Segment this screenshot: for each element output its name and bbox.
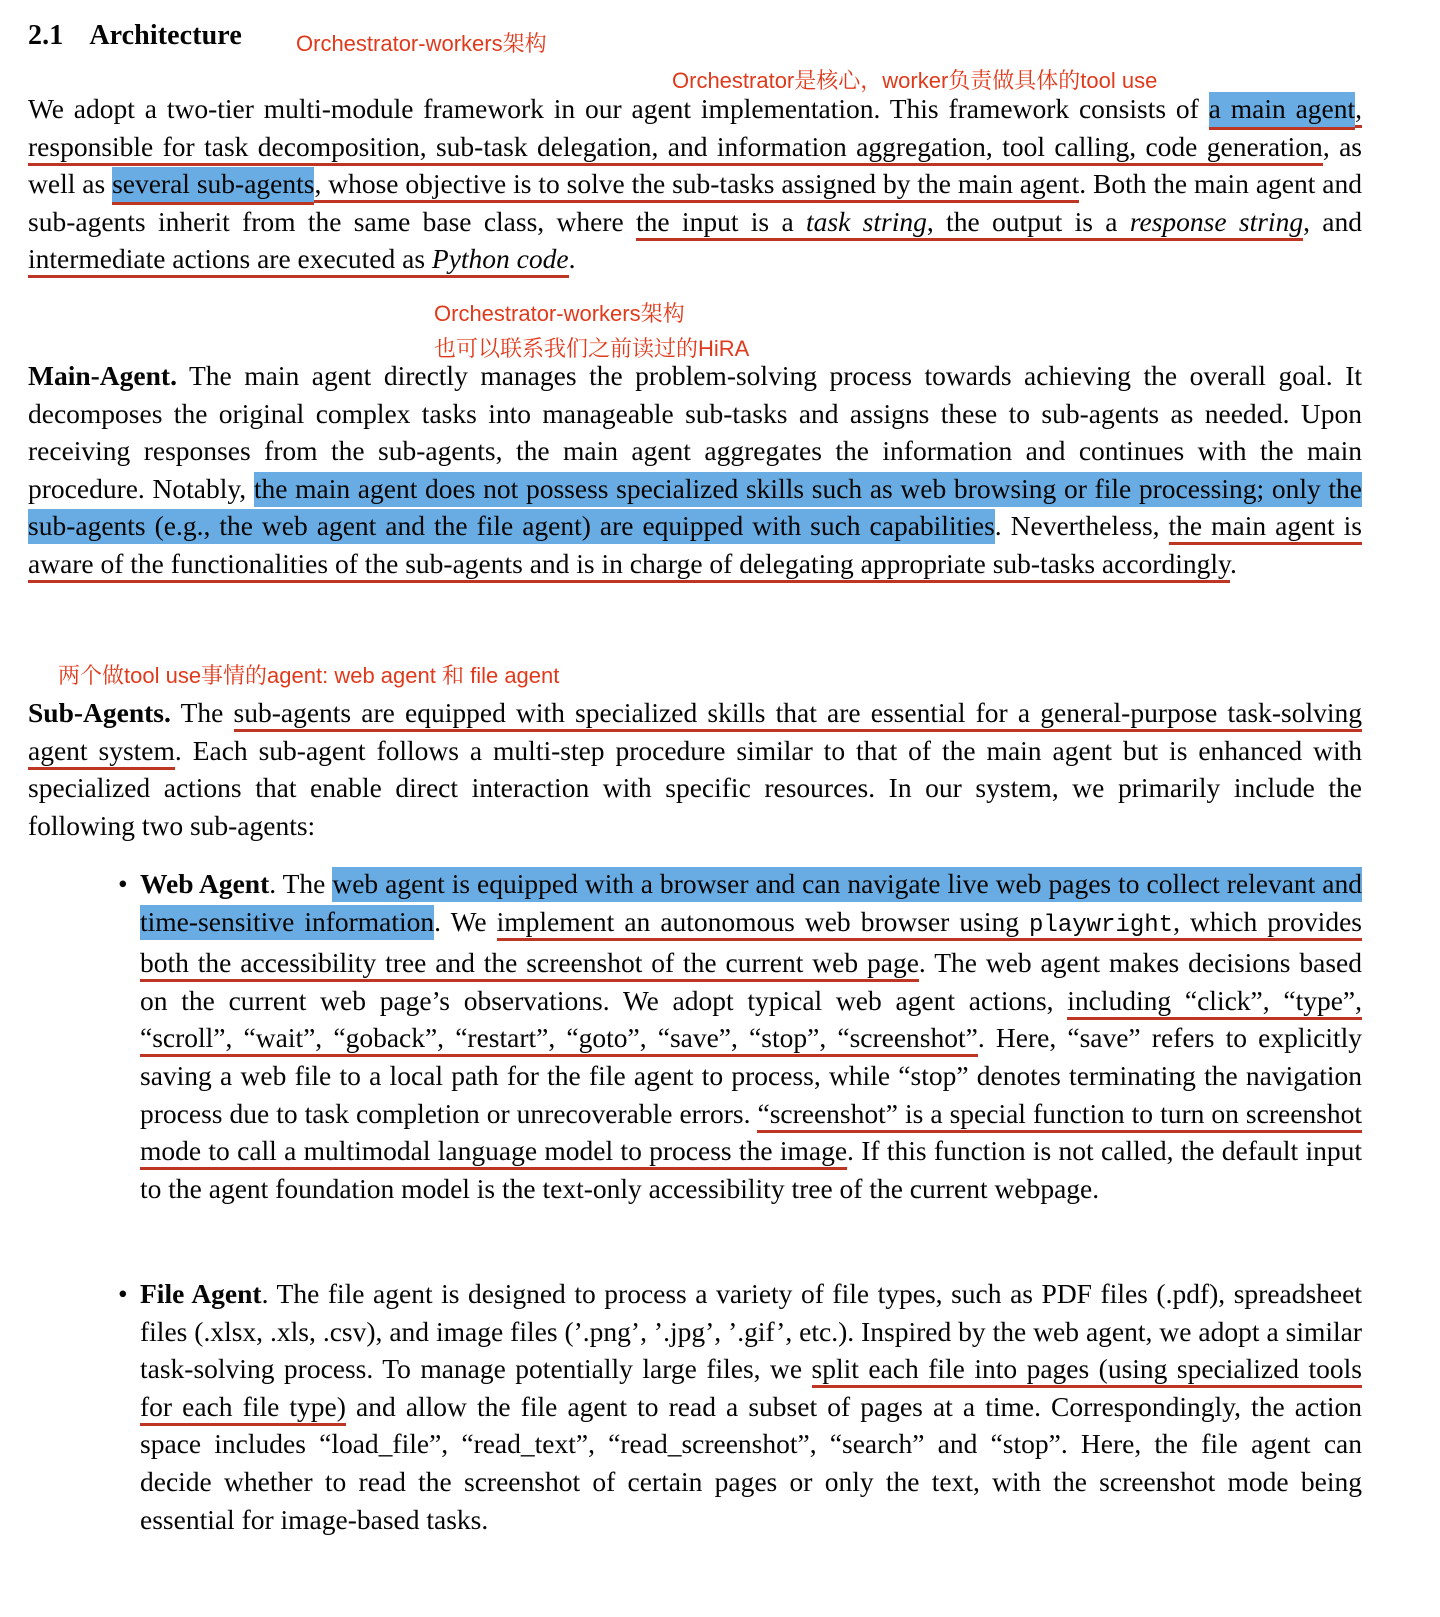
web-agent-label: Web Agent bbox=[140, 868, 270, 899]
file-agent-label: File Agent bbox=[140, 1278, 262, 1309]
underline-sub-agents-specialized: sub-agents are equipped with specialized skills that are essential for a general-purpose task-solving agent system bbox=[28, 697, 1362, 770]
file-agent-text-2: and allow the file agent to read a subset of pages at a time. Correspondingly, the action space includes “load_file”, “read_text”, “read_screenshot”, “search” and “stop”. Here, the file agent can decide whether to read the screenshot of certain pages or only the text, with the screenshot mode being essential for image-based tasks. bbox=[140, 1390, 1362, 1535]
underline-screenshot-function: “screenshot” is a special function to turn on screenshot mode to call a multimodal language model to process the image bbox=[140, 1098, 1362, 1171]
highlight-several-sub-agents: several sub-agents bbox=[112, 167, 314, 205]
underline-input-task-string bbox=[636, 206, 1303, 241]
code-playwright: playwright bbox=[1029, 911, 1174, 939]
main-agent-text-3: . bbox=[1229, 547, 1237, 579]
paragraph-main-agent bbox=[28, 357, 1362, 583]
section-number: 2.1 bbox=[28, 20, 64, 51]
underline-responsible-for: , responsible for task decomposition, sub-task delegation, and information aggregation, tool calling, code generation bbox=[28, 93, 1362, 166]
underline-split-file-pages: split each file into pages (using specialized tools for each file type) bbox=[140, 1353, 1362, 1426]
annotation-orchestrator-workers-top: Orchestrator-workers架构 bbox=[296, 31, 547, 56]
underline-web-agent-actions: including “click”, “type”, “scroll”, “wait”, “goback”, “restart”, “goto”, “save”, “stop”, “screenshot” bbox=[140, 985, 1362, 1058]
annotation-two-tool-use-agents: 两个做tool use事情的agent: web agent 和 file agent bbox=[58, 663, 560, 688]
main-agent-label: Main-Agent. bbox=[28, 360, 177, 391]
bullet-icon: • bbox=[118, 868, 128, 899]
highlight-main-agent-no-skills: the main agent does not possess specialized skills such as web browsing or file processing; only the sub-agents (e.g., the web agent and the file agent) are equipped with such capabilities bbox=[28, 472, 1362, 545]
bullet-icon: • bbox=[118, 1278, 128, 1309]
highlight-a-main-agent: a main agent bbox=[1209, 92, 1355, 130]
section-title: Architecture bbox=[89, 20, 242, 51]
intro-text-3: . Both the main agent and sub-agents inherit from the same base class, where bbox=[28, 168, 1362, 237]
italic-python-code: Python code bbox=[431, 243, 569, 275]
list-item-web-agent bbox=[118, 865, 1362, 1207]
web-agent-text-4: . Here, “save” refers to explicitly saving a web file to a local path for the file agent to process, while “stop” denotes terminating the navigation process due to task completion or unrecoverable errors. bbox=[140, 1022, 1362, 1129]
highlight-web-agent-browser: web agent is equipped with a browser and can navigate live web pages to collect relevant and time-sensitive information bbox=[140, 867, 1362, 940]
web-agent-text-5: . If this function is not called, the default input to the agent foundation model is the text-only accessibility tree of the current webpage. bbox=[140, 1135, 1362, 1204]
underline-implement-prefix: implement an autonomous web browser using bbox=[496, 905, 1030, 937]
web-agent-text-1: . The bbox=[269, 868, 333, 899]
annotation-orchestrator-core: Orchestrator是核心，worker负责做具体的tool use bbox=[672, 68, 1158, 93]
underline-output-prefix: , the output is a bbox=[926, 205, 1130, 237]
sub-agents-text-1: The bbox=[170, 697, 234, 728]
annotation-orchestrator-workers-mid: Orchestrator-workers架构 bbox=[434, 301, 685, 326]
intro-text-4: , and bbox=[1303, 205, 1362, 237]
italic-response-string: response string bbox=[1129, 205, 1304, 237]
intro-text-5: . bbox=[568, 243, 576, 275]
underline-intermediate-prefix: intermediate actions are executed as bbox=[28, 243, 432, 275]
paragraph-sub-agents bbox=[28, 694, 1362, 844]
italic-task-string: task string bbox=[806, 205, 927, 237]
main-agent-text-1: The main agent directly manages the problem-solving process towards achieving the overall goal. It decomposes the original complex tasks into manageable sub-tasks and assigns these to sub-agents as needed. Upon receiving responses from the sub-agents, the main agent aggregates the information and continues with the main procedure. Notably, bbox=[28, 360, 1362, 504]
page-title bbox=[28, 20, 242, 52]
list-item-file-agent bbox=[118, 1275, 1362, 1538]
annotation-hira-reference: 也可以联系我们之前读过的HiRA bbox=[434, 336, 750, 361]
intro-text-1: We adopt a two-tier multi-module framework in our agent implementation. This framework consists of bbox=[28, 93, 1209, 124]
sub-agents-text-2: . Each sub-agent follows a multi-step procedure similar to that of the main agent but is enhanced with specialized actions that enable direct interaction with specific resources. In our system, we primarily include the following two sub-agents: bbox=[28, 734, 1362, 841]
paragraph-intro bbox=[28, 90, 1362, 278]
underline-implement-suffix: , which provides both the accessibility tree and the screenshot of the current web page bbox=[140, 905, 1362, 979]
main-agent-text-2: . Nevertheless, bbox=[994, 510, 1169, 542]
underline-whose-objective: , whose objective is to solve the sub-tasks assigned by the main agent bbox=[314, 168, 1079, 203]
web-agent-text-2: . We bbox=[434, 905, 497, 937]
file-agent-text-1: . The file agent is designed to process a variety of file types, such as PDF files (.pdf), spreadsheet files (.xlsx, .xls, .csv), and image files (’.png’, ’.jpg’, ’.gif’, etc.). Inspired by the web agent, we adopt a similar task-solving process. To manage potentially large files, we bbox=[140, 1278, 1362, 1385]
web-agent-text-3: . The web agent makes decisions based on the current web page’s observations. We adopt typical web agent actions, bbox=[140, 947, 1362, 1016]
intro-text-2: , as well as bbox=[28, 130, 1362, 200]
underline-input-prefix: the input is a bbox=[636, 205, 807, 237]
sub-agents-label: Sub-Agents. bbox=[28, 697, 171, 728]
underline-intermediate-actions bbox=[28, 243, 569, 278]
underline-main-agent-aware: the main agent is aware of the functionalities of the sub-agents and is in charge of delegating appropriate sub-tasks accordingly bbox=[28, 510, 1362, 583]
